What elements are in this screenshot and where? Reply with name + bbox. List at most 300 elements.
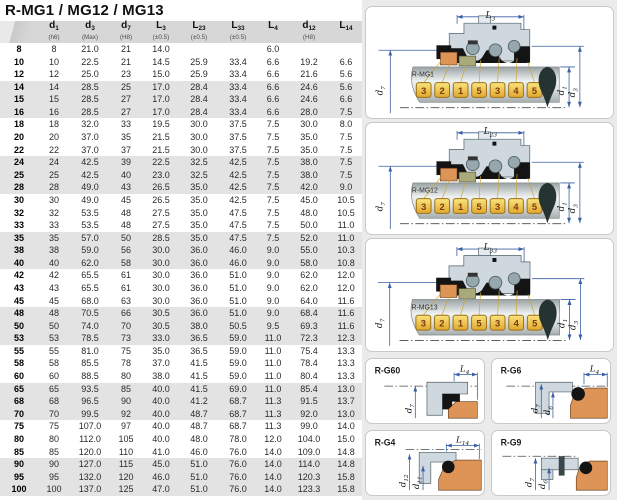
- diagram-panel-rmg12: [365, 122, 614, 235]
- table-row: [0, 207, 362, 220]
- table-row: [0, 483, 362, 496]
- table-cell: 26.5: [152, 194, 170, 205]
- table-cell: 78.0: [229, 433, 247, 444]
- table-cell: 36.0: [190, 270, 208, 281]
- seat-panel-rg4: [365, 430, 485, 496]
- table-cell: 10.5: [337, 194, 355, 205]
- table-cell: 120: [110, 471, 142, 484]
- table-cell: 36.0: [190, 282, 208, 293]
- diagram-panel-rmg13: [365, 238, 614, 352]
- table-cell: 35: [38, 232, 70, 245]
- callout-number: 3: [494, 318, 501, 329]
- table-cell: 13.3: [337, 345, 355, 356]
- table-cell: 32: [13, 207, 24, 218]
- table-cell: 68.7: [218, 408, 258, 421]
- table-cell: 7.5: [258, 169, 288, 182]
- table-cell: 48: [120, 220, 131, 231]
- table-cell: 55: [48, 345, 59, 356]
- table-cell: 12.3: [330, 332, 362, 345]
- table-cell: 42.5: [70, 156, 110, 169]
- table-cell: 25: [0, 169, 38, 182]
- table-cell: 6.6: [339, 56, 353, 67]
- table-cell: 55.0: [288, 244, 330, 257]
- table-row: [0, 357, 362, 370]
- table-header-row: [0, 21, 362, 43]
- seal-cross-section-rmg13: [366, 239, 613, 351]
- table-cell: 40.0: [142, 408, 180, 421]
- table-cell: 59.0: [218, 332, 258, 345]
- table-cell: [218, 43, 258, 56]
- table-cell: 38.0: [288, 169, 330, 182]
- table-cell: 70.5: [70, 307, 110, 320]
- table-cell: 33.4: [229, 69, 247, 80]
- table-cell: 30.0: [152, 295, 170, 306]
- table-cell: 58: [48, 358, 59, 369]
- page-title: R-MG1 / MG12 / MG13: [5, 2, 164, 19]
- table-cell: 58: [13, 358, 24, 369]
- callout-number: 2: [439, 201, 445, 212]
- dim-label-l33: $L_{33}$: [483, 243, 498, 255]
- table-cell: 62.0: [300, 282, 318, 293]
- table-cell: 9.0: [258, 244, 288, 257]
- table-row: [0, 181, 362, 194]
- table-cell: 127.0: [70, 458, 110, 471]
- table-cell: 120.0: [78, 446, 102, 457]
- diagram-section: [362, 0, 617, 500]
- callout-number: 5: [476, 201, 482, 212]
- table-cell: 69.0: [218, 383, 258, 396]
- table-cell: 51.0: [229, 295, 247, 306]
- callout-number: 3: [494, 85, 501, 96]
- table-cell: 91.5: [288, 395, 330, 408]
- table-cell: 65.5: [81, 282, 99, 293]
- table-cell: [180, 43, 218, 56]
- table-cell: 43: [13, 282, 24, 293]
- table-cell: 30.5: [142, 320, 180, 333]
- table-row: [0, 458, 362, 471]
- table-cell: 120.3: [288, 471, 330, 484]
- table-cell: 6.6: [258, 106, 288, 119]
- table-cell: 49.0: [81, 194, 99, 205]
- table-cell: 35.0: [190, 194, 208, 205]
- table-cell: 32.5: [180, 169, 218, 182]
- table-cell: 13.3: [337, 358, 355, 369]
- table-cell: 63: [120, 295, 131, 306]
- table-cell: 22: [13, 144, 24, 155]
- table-cell: 7.5: [339, 132, 353, 143]
- table-cell: 47.0: [142, 483, 180, 496]
- column-header: $d_1$ (h6): [38, 21, 70, 43]
- diagram-panel-rmg1: [365, 6, 614, 119]
- table-cell: 11.0: [264, 358, 282, 369]
- table-cell: [330, 43, 362, 56]
- table-cell: 65: [0, 383, 38, 396]
- table-cell: 37.0: [152, 358, 170, 369]
- table-cell: 17.0: [142, 106, 180, 119]
- table-cell: 53.5: [81, 220, 99, 231]
- table-row: [0, 93, 362, 106]
- table-cell: 48: [0, 307, 38, 320]
- dim-label-d1: $d_1$: [557, 86, 569, 96]
- table-cell: 40: [0, 257, 38, 270]
- table-cell: 7.5: [258, 156, 288, 169]
- table-cell: 17.0: [142, 93, 180, 106]
- table-cell: 7.5: [330, 156, 362, 169]
- table-cell: 76.0: [218, 483, 258, 496]
- table-cell: 99.0: [300, 421, 318, 432]
- table-row: [0, 395, 362, 408]
- table-cell: 28.4: [180, 81, 218, 94]
- dim-label-l3: $L_3$: [485, 10, 496, 23]
- table-cell: 107.0: [78, 421, 102, 432]
- table-cell: 75: [48, 421, 59, 432]
- table-cell: 33: [120, 119, 131, 130]
- table-cell: 32: [48, 207, 59, 218]
- callout-number: 3: [494, 201, 501, 212]
- table-cell: 30.0: [190, 132, 208, 143]
- table-cell: 45: [120, 194, 131, 205]
- table-cell: 42.5: [70, 169, 110, 182]
- table-cell: 36.5: [180, 332, 218, 345]
- table-cell: 38.0: [180, 320, 218, 333]
- dim-label-d7: $d_7$: [524, 477, 537, 488]
- table-cell: 114.0: [288, 458, 330, 471]
- seat-name: R-G9: [500, 437, 522, 448]
- table-cell: 30.0: [190, 119, 208, 130]
- dim-label-d3: $d_3$: [567, 87, 580, 98]
- table-cell: 22: [48, 144, 59, 155]
- table-cell: 15: [38, 93, 70, 106]
- table-cell: 15.8: [330, 471, 362, 484]
- model-label: R-MG12: [411, 187, 438, 195]
- table-cell: 12.0: [337, 270, 355, 281]
- table-cell: 42.5: [229, 194, 247, 205]
- table-cell: 14: [38, 81, 70, 94]
- table-row: [0, 169, 362, 182]
- table-row: [0, 43, 362, 56]
- table-cell: 24: [38, 156, 70, 169]
- seat-name: R-G4: [374, 437, 396, 448]
- table-cell: 66: [110, 307, 142, 320]
- table-cell: 64.0: [300, 295, 318, 306]
- table-cell: 42: [13, 270, 24, 281]
- table-cell: 15: [0, 93, 38, 106]
- table-cell: 13.3: [337, 371, 355, 382]
- table-cell: 97: [120, 421, 131, 432]
- table-cell: 48.0: [300, 207, 318, 218]
- table-cell: 78: [120, 358, 131, 369]
- table-cell: 30.0: [142, 244, 180, 257]
- table-cell: 11.0: [258, 383, 288, 396]
- table-cell: 59.0: [229, 371, 247, 382]
- table-cell: 24.6: [288, 93, 330, 106]
- table-cell: 15.0: [337, 433, 355, 444]
- table-cell: 7.5: [266, 220, 280, 231]
- table-cell: 80: [120, 371, 131, 382]
- table-cell: 5.6: [330, 81, 362, 94]
- table-cell: 68.7: [229, 421, 247, 432]
- table-cell: 21: [120, 44, 131, 54]
- table-cell: 56: [110, 244, 142, 257]
- table-cell: 96.5: [70, 395, 110, 408]
- table-cell: 14.0: [152, 44, 170, 54]
- table-cell: 76.0: [218, 471, 258, 484]
- table-cell: 40.0: [152, 433, 170, 444]
- table-cell: 42: [48, 270, 59, 281]
- table-cell: 51.0: [180, 458, 218, 471]
- table-cell: 36.0: [180, 257, 218, 270]
- table-cell: 10: [13, 56, 24, 67]
- table-cell: 35.0: [190, 207, 208, 218]
- table-row: [0, 383, 362, 396]
- table-cell: 90: [38, 458, 70, 471]
- callout-number: 4: [513, 318, 519, 329]
- table-cell: 42.5: [218, 156, 258, 169]
- table-cell: 132.0: [70, 471, 110, 484]
- table-cell: 38.0: [152, 371, 170, 382]
- table-cell: 90: [110, 395, 142, 408]
- table-cell: 95: [38, 471, 70, 484]
- table-cell: 36.0: [190, 295, 208, 306]
- table-cell: 9.0: [258, 257, 288, 270]
- table-row: [0, 420, 362, 433]
- table-cell: 11.6: [337, 295, 355, 306]
- table-cell: 78.5: [70, 332, 110, 345]
- table-row: [0, 471, 362, 484]
- table-cell: 25: [38, 169, 70, 182]
- table-row: [0, 433, 362, 446]
- table-cell: 51.0: [180, 471, 218, 484]
- table-cell: 10: [48, 56, 59, 67]
- table-cell: 11.3: [258, 408, 288, 421]
- table-cell: 20: [48, 132, 59, 143]
- table-body: [0, 43, 362, 496]
- table-cell: 50: [0, 320, 38, 333]
- table-cell: 35.0: [300, 144, 318, 155]
- table-cell: 59.0: [229, 358, 247, 369]
- table-cell: 36.0: [180, 244, 218, 257]
- model-label: R-MG13: [411, 304, 438, 312]
- table-cell: 20: [13, 132, 24, 143]
- table-cell: 80: [48, 433, 59, 444]
- table-row: [0, 282, 362, 295]
- table-cell: 12.0: [337, 282, 355, 293]
- table-row: [0, 156, 362, 169]
- callout-number: 1: [458, 85, 464, 96]
- table-cell: 7.5: [330, 169, 362, 182]
- table-cell: 22.5: [81, 56, 99, 67]
- table-cell: 11.0: [330, 232, 362, 245]
- corner-header-cell: [0, 21, 38, 43]
- table-cell: 85.4: [288, 383, 330, 396]
- table-cell: 11.0: [264, 371, 282, 382]
- table-cell: 30.0: [152, 270, 170, 281]
- table-row: [0, 219, 362, 232]
- seat-panel-rg60: [365, 358, 485, 424]
- table-cell: 7.5: [266, 144, 280, 155]
- table-cell: 23: [120, 69, 131, 80]
- table-cell: 62.0: [70, 257, 110, 270]
- table-cell: 72.3: [288, 332, 330, 345]
- table-cell: 19.2: [300, 56, 318, 67]
- table-cell: 18: [13, 119, 24, 130]
- table-cell: 53: [0, 332, 38, 345]
- table-cell: 35.0: [180, 181, 218, 194]
- dim-label-d3: $d_3$: [568, 320, 580, 331]
- table-cell: 14.0: [337, 421, 355, 432]
- table-cell: 48.7: [180, 408, 218, 421]
- table-cell: 9.0: [330, 181, 362, 194]
- table-cell: 45.0: [142, 458, 180, 471]
- dim-label-d6: $d_6$: [538, 479, 550, 490]
- table-cell: 50: [38, 320, 70, 333]
- table-cell: 42.5: [218, 169, 258, 182]
- table-cell: 16: [38, 106, 70, 119]
- table-cell: 11.0: [258, 332, 288, 345]
- table-cell: 88.5: [81, 371, 99, 382]
- dim-label-d11: $d_{11}$: [412, 476, 424, 490]
- table-cell: 57.0: [70, 232, 110, 245]
- table-cell: 125: [110, 483, 142, 496]
- table-cell: 19.5: [152, 119, 170, 130]
- table-cell: 12.0: [264, 433, 282, 444]
- table-cell: 11.3: [258, 395, 288, 408]
- table-cell: 11.0: [337, 220, 355, 231]
- table-cell: 35.0: [152, 345, 170, 356]
- table-row: [0, 408, 362, 421]
- table-row: [0, 106, 362, 119]
- callout-number: 3: [420, 318, 426, 329]
- table-cell: 14.0: [258, 483, 288, 496]
- table-cell: 39: [110, 156, 142, 169]
- table-cell: 11.3: [264, 421, 282, 432]
- seat-drawing-rg60: [366, 359, 484, 423]
- table-cell: 48.7: [190, 421, 208, 432]
- table-cell: 53.5: [81, 207, 99, 218]
- table-cell: 33.4: [218, 81, 258, 94]
- table-cell: 61: [120, 282, 131, 293]
- table-cell: 7.5: [266, 132, 280, 143]
- table-cell: 28: [0, 181, 38, 194]
- table-cell: 14.5: [152, 56, 170, 67]
- table-cell: 30.0: [142, 257, 180, 270]
- table-cell: 35.0: [300, 132, 318, 143]
- table-cell: 7.5: [339, 144, 353, 155]
- callout-number: 1: [458, 201, 464, 212]
- table-cell: 26.5: [142, 181, 180, 194]
- table-cell: 24: [0, 156, 38, 169]
- table-cell: 78.4: [300, 358, 318, 369]
- seal-cross-section-rmg12: [366, 123, 613, 234]
- table-cell: 35.0: [190, 220, 208, 231]
- dim-label-l4: $L_4$: [589, 364, 600, 377]
- table-cell: 40: [110, 169, 142, 182]
- table-row: [0, 257, 362, 270]
- table-cell: 12: [13, 69, 24, 80]
- table-cell: 12: [48, 69, 59, 80]
- table-cell: 21.5: [152, 132, 170, 143]
- table-cell: 49.0: [70, 181, 110, 194]
- table-cell: 40: [38, 257, 70, 270]
- table-cell: 38.0: [288, 156, 330, 169]
- table-cell: 75.4: [300, 345, 318, 356]
- column-header: $d_{12}$ (H8): [288, 21, 330, 43]
- table-cell: 27.5: [152, 207, 170, 218]
- table-cell: 11.6: [330, 307, 362, 320]
- table-cell: 109.0: [297, 446, 321, 457]
- table-cell: 46.0: [218, 257, 258, 270]
- callout-number: 4: [513, 85, 519, 96]
- table-cell: 68: [0, 395, 38, 408]
- table-row: [0, 307, 362, 320]
- table-cell: 23.0: [142, 169, 180, 182]
- table-cell: 10.8: [330, 257, 362, 270]
- table-cell: 14.8: [330, 458, 362, 471]
- table-cell: 37.0: [81, 132, 99, 143]
- table-cell: 45: [13, 295, 24, 306]
- table-cell: 9.0: [258, 307, 288, 320]
- table-cell: 30: [13, 194, 24, 205]
- table-cell: 5.6: [339, 69, 353, 80]
- table-cell: 110: [118, 446, 134, 457]
- table-row: [0, 232, 362, 245]
- seal-cross-section-rmg1: [366, 7, 613, 118]
- table-cell: 21.0: [81, 44, 99, 54]
- table-cell: 41.5: [180, 383, 218, 396]
- table-cell: 9.0: [266, 270, 280, 281]
- table-cell: 7.5: [266, 207, 280, 218]
- seat-panel-rg9: [491, 430, 611, 496]
- table-cell: 33: [13, 220, 24, 231]
- dim-label-d7: $d_7$: [404, 404, 416, 414]
- table-cell: 65.5: [81, 270, 99, 281]
- table-cell: 37.5: [229, 132, 247, 143]
- table-cell: 46.0: [190, 446, 208, 457]
- table-cell: 16: [0, 106, 38, 119]
- seat-panel-rg6: [491, 358, 611, 424]
- table-cell: 43: [48, 282, 59, 293]
- table-cell: 7.5: [266, 194, 280, 205]
- table-cell: 51.0: [229, 282, 247, 293]
- table-cell: 37.5: [229, 144, 247, 155]
- table-cell: 8: [51, 44, 57, 54]
- table-cell: 6.6: [266, 69, 280, 80]
- table-cell: 60: [48, 371, 59, 382]
- callout-number: 5: [476, 85, 482, 96]
- table-cell: 45.0: [300, 194, 318, 205]
- table-cell: 68.7: [218, 395, 258, 408]
- table-cell: 6.6: [330, 93, 362, 106]
- column-header: $L_{23}$ (±0.5): [180, 21, 218, 43]
- table-cell: 13.7: [330, 395, 362, 408]
- table-cell: 112.0: [79, 433, 101, 444]
- table-cell: 115: [110, 458, 142, 471]
- table-cell: 37.0: [81, 144, 99, 155]
- table-cell: 25.9: [190, 69, 208, 80]
- table-cell: 21: [120, 56, 131, 67]
- table-cell: 61: [120, 270, 131, 281]
- dim-label-d7: $d_7$: [375, 202, 387, 212]
- table-cell: 40.0: [142, 395, 180, 408]
- table-cell: 53: [38, 332, 70, 345]
- table-cell: 40.0: [152, 421, 170, 432]
- callout-number: 5: [476, 318, 482, 329]
- table-cell: 14.0: [264, 446, 282, 457]
- table-cell: 7.5: [330, 106, 362, 119]
- dimension-table: [0, 21, 362, 496]
- table-cell: [288, 43, 330, 56]
- table-cell: 104.0: [297, 433, 321, 444]
